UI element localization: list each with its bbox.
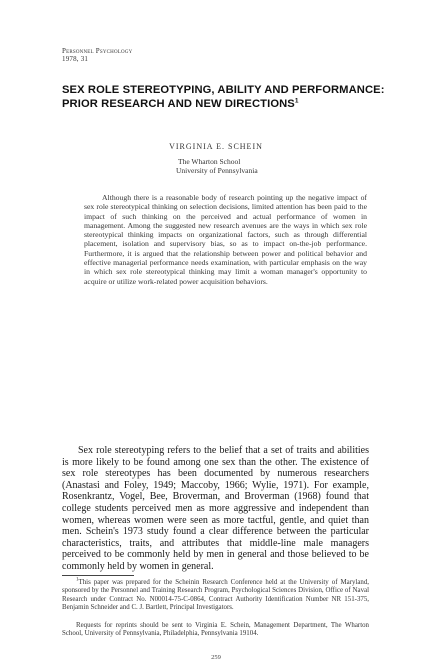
page-number: 259 <box>211 654 221 661</box>
author-affiliation <box>176 157 326 175</box>
title-footnote-mark: 1 <box>294 96 299 104</box>
article-title-text: SEX ROLE STEREOTYPING, ABILITY AND PERFORMANCE: PRIOR RESEARCH AND NEW DIRECTIONS <box>62 84 385 110</box>
journal-year-volume: 1978, 31 <box>62 55 89 63</box>
journal-name: Personnel Psychology <box>62 47 133 55</box>
footnote-1-text: This paper was prepared for the Scheinin Research Conference held at the University of Maryland, sponsored by the Personnel and Training Research Program, Psychological Sciences Division, Office of Naval Research under Contract No. N00014-75-C-0864, Contract Authority Identification Number NR 151-375, Benjamin Schneider and C. J. Bartlett, Principal Investigators. <box>62 579 369 611</box>
article-title <box>62 84 392 111</box>
footnote-1 <box>62 579 369 612</box>
author-name: VIRGINIA E. SCHEIN <box>169 142 263 151</box>
footnote-divider <box>62 575 134 576</box>
footnote-2: Requests for reprints should be sent to Virginia E. Schein, Management Department, The Wharton School, University of Pennsylvania, Philadelphia, Pennsylvania 19104. <box>62 622 369 638</box>
affiliation-university: University of Pennsylvania <box>176 166 258 175</box>
affiliation-school: The Wharton School <box>178 157 241 166</box>
body-paragraph: Sex role stereotyping refers to the belief that a set of traits and abilities is more likely to be found among one sex than the other. The existence of sex role stereotypes has been documented by numerous researchers (Anastasi and Foley, 1949; Maccoby, 1966; Wylie, 1971). For example, Rosenkrantz, Vogel, Bee, Broverman, and Broverman (1968) found that college students perceived men as more aggressive and independent than women, whereas women were seen as more tactful, gentle, and quiet than men. Schein's 1973 study found a clear difference between the particular characteristics, traits, and attributes that middle-line male managers perceived to be commonly held by men in general and those believed to be commonly held by women in general. <box>62 445 369 572</box>
abstract: Although there is a reasonable body of research pointing up the negative impact of sex role stereotypical thinking on selection decisions, limited attention has been paid to the impact of such thinking on the perceived and actual performance of women in management. Among the suggested new research avenues are the ways in which sex role stereotypical thinking impacts on organizational factors, such as through differential placement, isolation and supervisory bias, so as to impact on-the-job performance. Furthermore, it is argued that the relationship between power and political behavior and effective managerial performance needs examination, with particular emphasis on the way in which sex role stereotypical thinking may limit a woman manager's opportunity to acquire or utilize work-related power acquisition behaviors. <box>84 193 367 286</box>
footnote-1-mark: 1 <box>76 577 79 583</box>
journal-header <box>62 47 132 63</box>
